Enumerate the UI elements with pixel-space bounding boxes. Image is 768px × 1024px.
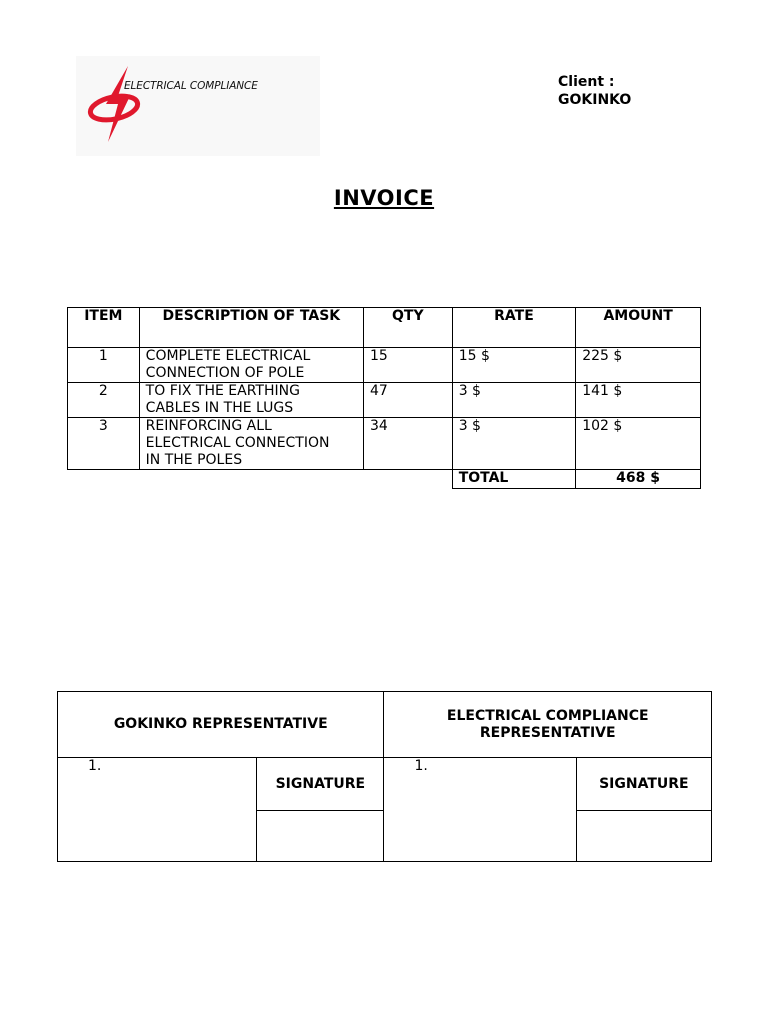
company-logo [76,56,320,156]
item-rate: 15 $ [452,348,576,383]
page-title: INVOICE [333,186,435,210]
item-number: 1 [68,348,140,383]
description-line: ELECTRICAL CONNECTION [145,435,330,451]
header-amount: AMOUNT [576,308,701,348]
table-row [68,418,701,470]
rep-heading-line: REPRESENTATIVE [479,724,616,741]
item-rate: 3 $ [452,418,576,470]
client-rep-name-field: 1. [58,758,257,862]
header-rate: RATE [452,308,576,348]
item-qty: 34 [363,418,452,470]
item-qty: 15 [363,348,452,383]
item-qty: 47 [363,383,452,418]
header-description: DESCRIPTION OF TASK [139,308,363,348]
description-line: IN THE POLES [145,452,243,468]
total-label: TOTAL [452,470,576,489]
description-line: REINFORCING ALL [145,418,272,434]
description-line: CABLES IN THE LUGS [145,400,294,416]
client-signature-label: SIGNATURE [257,758,384,811]
client-representative-heading: GOKINKO REPRESENTATIVE [58,692,384,758]
client-name: GOKINKO [558,92,632,108]
item-number: 3 [68,418,140,470]
item-amount: 141 $ [576,383,701,418]
header-qty: QTY [363,308,452,348]
signature-header-row [58,692,712,758]
lightning-bolt-icon [84,64,144,148]
rep-heading-line: ELECTRICAL COMPLIANCE [446,707,649,724]
item-rate: 3 $ [452,383,576,418]
company-rep-name-field: 1. [384,758,576,862]
logo-text: ELECTRICAL COMPLIANCE [124,80,258,92]
company-representative-heading [384,692,712,758]
signature-row [58,758,712,811]
company-signature-box [576,811,711,862]
invoice-table [67,307,701,489]
total-value: 468 $ [576,470,701,489]
item-amount: 102 $ [576,418,701,470]
client-block [558,73,631,109]
item-number: 2 [68,383,140,418]
header-item: ITEM [68,308,140,348]
description-line: TO FIX THE EARTHING [145,383,300,399]
item-description [139,348,363,383]
item-amount: 225 $ [576,348,701,383]
signature-table [57,691,712,862]
table-row [68,348,701,383]
company-signature-label: SIGNATURE [576,758,711,811]
description-line: CONNECTION OF POLE [145,365,305,381]
item-description [139,383,363,418]
description-line: COMPLETE ELECTRICAL [145,348,311,364]
table-header-row [68,308,701,348]
item-description [139,418,363,470]
client-label: Client : [558,74,615,90]
table-row [68,383,701,418]
client-signature-box [257,811,384,862]
total-row [68,470,701,489]
